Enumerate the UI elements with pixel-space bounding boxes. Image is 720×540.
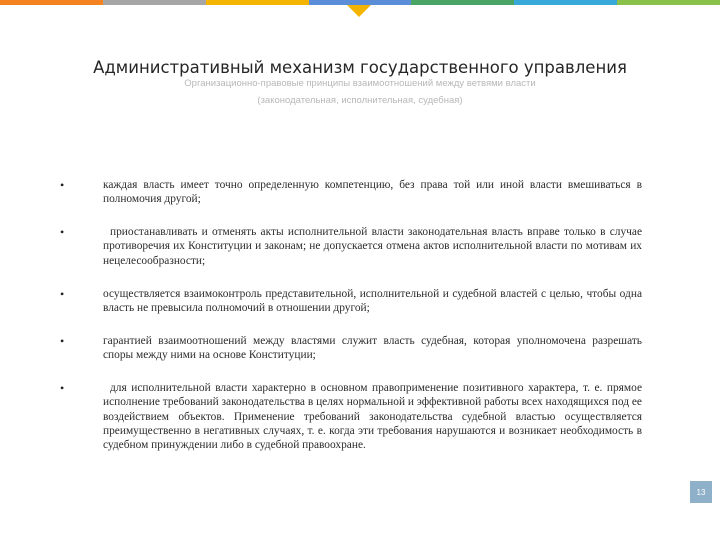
slide-subtitle-line2: (законодательная, исполнительная, судебная): [257, 95, 463, 106]
bullet-text: гарантией взаимоотношений между властями служит власть судебная, которая уполномочена разрешать споры между ними на основе Конституции;: [103, 335, 642, 362]
bullet-dot: •: [60, 334, 65, 348]
page-number-badge: 13: [690, 481, 712, 503]
bullet-dot: •: [60, 178, 65, 192]
top-notch-triangle: [347, 5, 371, 17]
slide-subtitle-line1: Организационно-правовые принципы взаимоотношений между ветвями власти: [184, 78, 536, 89]
top-bar-segment: [103, 0, 206, 5]
top-bar-segment: [0, 0, 103, 5]
top-bar-segment: [617, 0, 720, 5]
top-bar-segment: [514, 0, 617, 5]
slide-title: Административный механизм государственного управления: [93, 58, 627, 77]
bullet-dot: •: [60, 225, 65, 239]
bullet-text: осуществляется взаимоконтроль представительной, исполнительной и судебной властей с целью, чтобы одна власть не превысила полномочий в отношении другой;: [103, 288, 642, 315]
bullet-text: приостанавливать и отменять акты исполнительной власти законодательная власть вправе только в случае противоречия их Конституции и законам; не допускается отмена актов исполнительной власти по мотивам их нецелесообразности;: [103, 226, 642, 267]
bullet-dot: •: [60, 381, 65, 395]
top-bar-segment: [206, 0, 309, 5]
top-bar-segment: [411, 0, 514, 5]
bullet-dot: •: [60, 287, 65, 301]
bullet-text: каждая власть имеет точно определенную компетенцию, без права той или иной власти вмешиваться в полномочия другой;: [103, 179, 642, 206]
bullet-text: для исполнительной власти характерно в основном правоприменение позитивного характера, т. е. прямое исполнение требований законодательства в целях нормальной и эффективной работы всех находящихся под ее воздействием объектов. Применение требований законодательства судебной властью осуществляется преимущественно в негативных случаях, т. е. когда эти требования нарушаются и возникает необходимость в судебном принуждении либо в судебной правоохране.: [103, 382, 642, 452]
